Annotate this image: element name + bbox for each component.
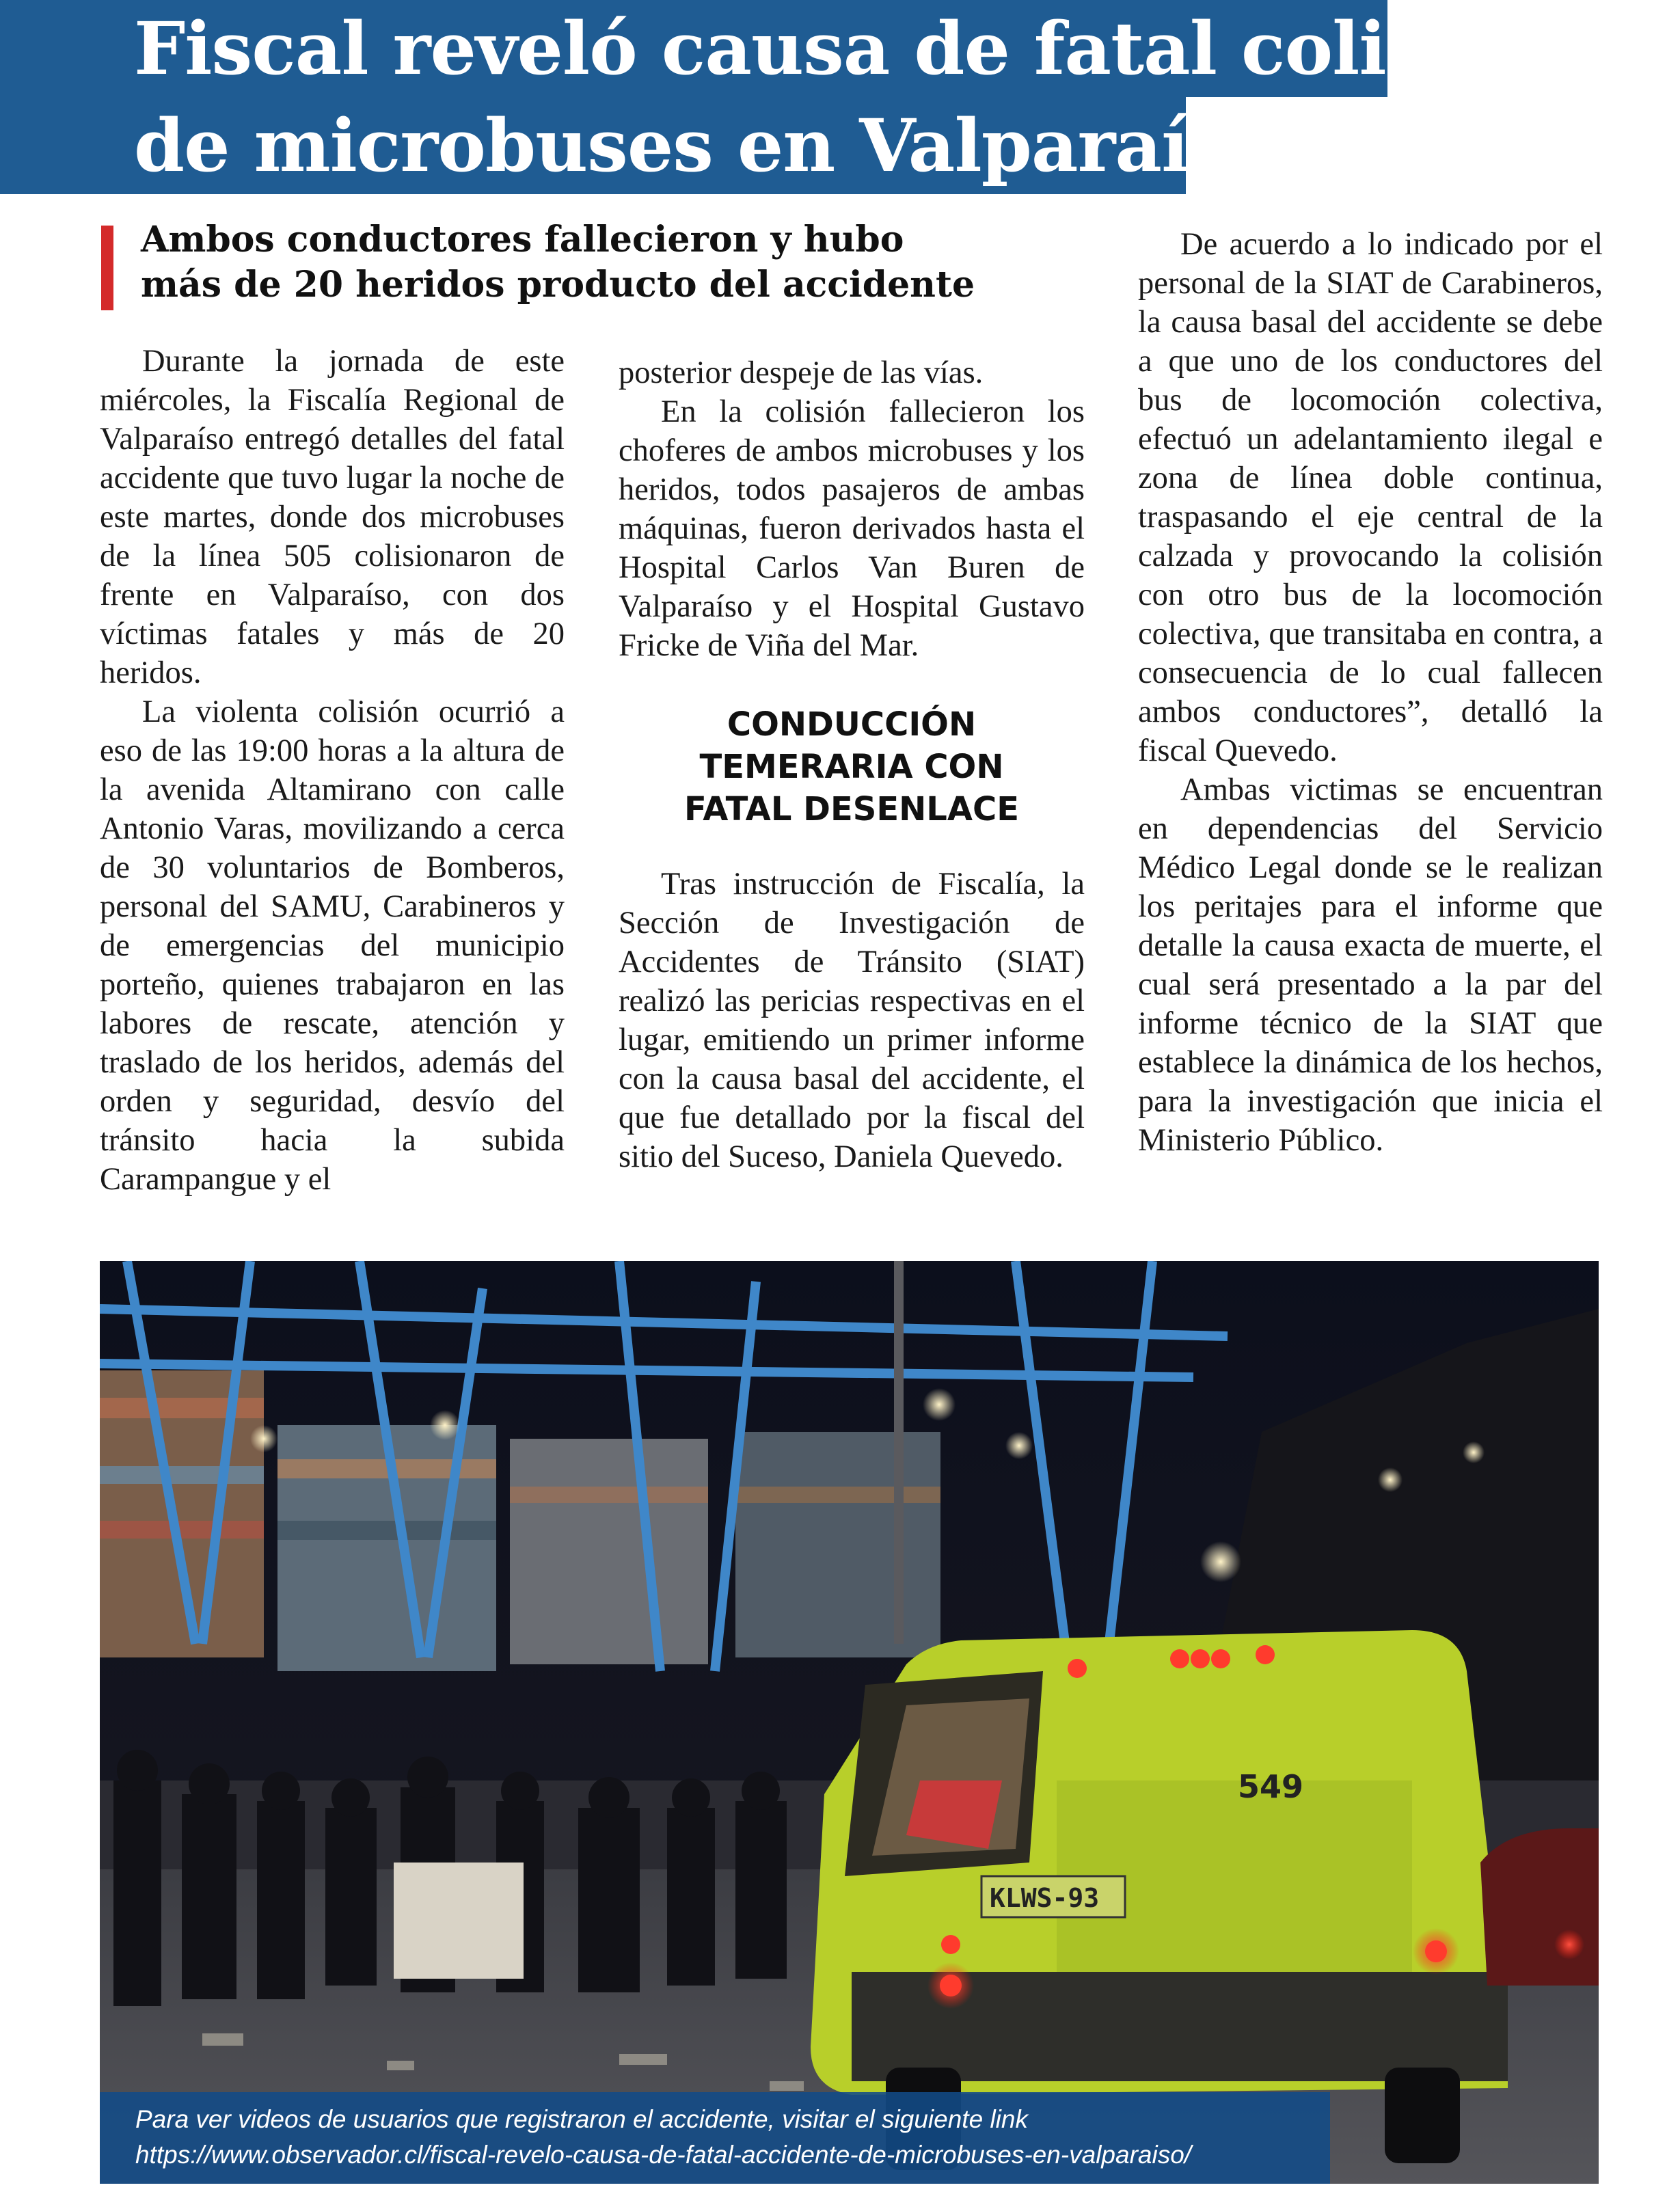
deck-accent-bar (101, 226, 113, 310)
article-column-2 (619, 353, 1085, 1176)
subhead-line-2: TEMERARIA CON (699, 748, 1004, 786)
paragraph-6: Ambas victimas se encuentran en dependencias del Servicio Médico Legal donde se le realizan los peritajes para el informe que detalle la causa exacta de muerte, el cual será presentado a la par del informe técnico de la SIAT que establece la dinámica de los hechos, para la investigación que inicia el Ministerio Público. (1138, 772, 1603, 1158)
paragraph-3: En la colisión fallecieron los choferes de ambos microbuses y los heridos, todos pasajeros de ambas máquinas, fueron derivados hasta el Hospital Carlos Van Buren de Valparaíso y el Hospital Gustavo Fricke de Viña del Mar. (619, 394, 1085, 663)
photo-caption (100, 2092, 1330, 2184)
paragraph-2-continued: posterior despeje de las vías. (619, 355, 984, 390)
accident-photo (100, 1261, 1599, 2184)
headline-line-1: Fiscal reveló causa de fatal colisión (0, 0, 1387, 97)
subhead-line-1: CONDUCCIÓN (727, 705, 977, 744)
headline-line-2: de microbuses en Valparaíso (0, 97, 1186, 194)
paragraph-2: La violenta colisión ocurrió a eso de las 19:00 horas a la altura de la avenida Altamirano con calle Antonio Varas, movilizando a cerca de 30 voluntarios de Bomberos, personal del SAMU, Carabineros y de emergencias del municipio porteño, quienes trabajaron en las labores de rescate, atención y traslado de los heridos, además del orden y seguridad, desvío del tránsito hacia la subida Carampangue y el (100, 694, 565, 1197)
section-subhead (619, 703, 1085, 830)
article-column-1 (100, 342, 565, 1199)
caption-link[interactable]: https://www.observador.cl/fiscal-revelo-causa-de-fatal-accidente-de-microbuses-en-valparaiso/ (135, 2141, 1192, 2169)
bus-number: 549 (1238, 1768, 1304, 1805)
article-column-3 (1138, 225, 1603, 1160)
accident-photo-illustration (100, 1261, 1599, 2184)
subhead-line-3: FATAL DESENLACE (683, 790, 1020, 828)
caption-line-1: Para ver videos de usuarios que registraron el accidente, visitar el siguiente link (135, 2105, 1028, 2133)
deck-line-2: más de 20 heridos producto del accidente (141, 264, 975, 306)
deck-line-1: Ambos conductores fallecieron y hubo (141, 219, 904, 260)
paragraph-1: Durante la jornada de este miércoles, la Fiscalía Regional de Valparaíso entregó detalles del fatal accidente que tuvo lugar la noche de este martes, donde dos microbuses de la línea 505 colisionaron de frente en Valparaíso, con dos víctimas fatales y más de 20 heridos. (100, 344, 565, 690)
paragraph-4: Tras instrucción de Fiscalía, la Sección de Investigación de Accidentes de Tránsito (SIAT) realizó las pericias respectivas en el lugar, emitiendo un primer informe con la causa basal del accidente, el que fue detallado por la fiscal del sitio del Suceso, Daniela Quevedo. (619, 867, 1085, 1174)
deck (141, 217, 975, 308)
bus-plate: KLWS-93 (990, 1883, 1100, 1913)
paragraph-5: De acuerdo a lo indicado por el personal de la SIAT de Carabineros, la causa basal del accidente se debe a que uno de los conductores del bus de locomoción colectiva, efectuó un adelantamiento ilegal e zona de línea doble continua, traspasando el eje central de la calzada y provocando la colisión con otro bus de la locomoción colectiva, que transitaba en contra, a consecuencia de lo cual fallecen ambos conductores”, detalló la fiscal Quevedo. (1138, 227, 1603, 768)
